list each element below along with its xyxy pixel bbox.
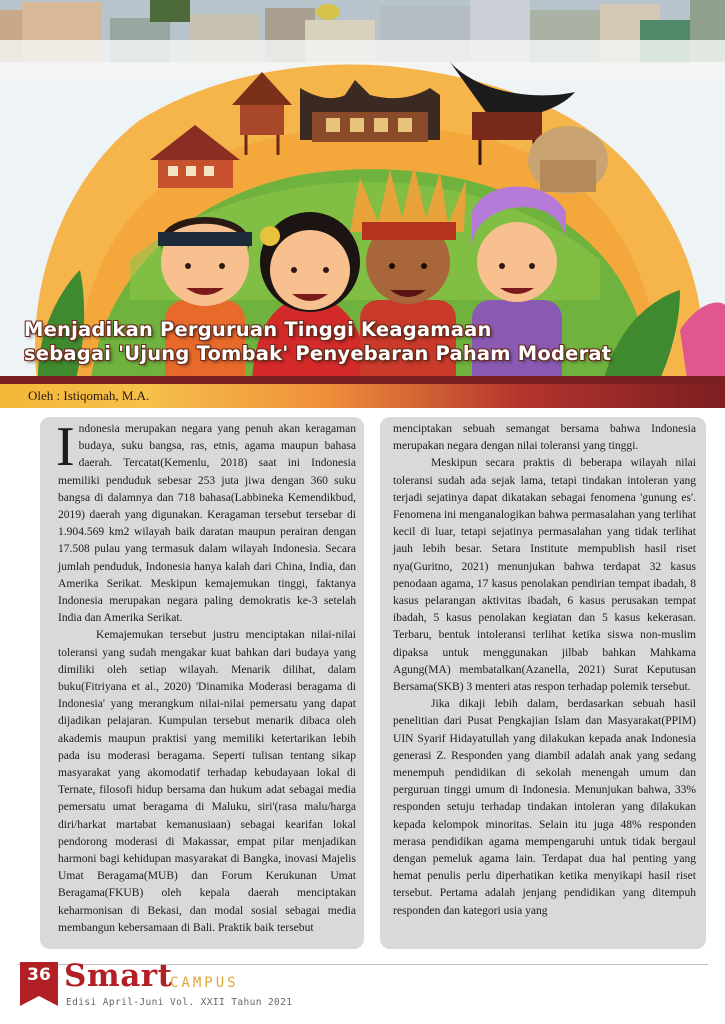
right-paragraph-1: menciptakan sebuah semangat bersama bahwa Indonesia merupakan negara dengan nilai toleransi yang tinggi. <box>393 423 696 453</box>
title-line-2: sebagai 'Ujung Tombak' Penyebaran Paham Moderat <box>24 342 612 365</box>
left-paragraph-1-text: ndonesia merupakan negara yang penuh akan keragaman budaya, suku bangsa, ras, etnis, agama maupun bahasa daerah. Tercatat(Kemenlu, 2018) saat ini Indonesia memiliki penduduk sebesar 253 juta jiwa dengan 360 suku bangsa di dalamnya dan 718 bahasa(Labbineka Kemendikbud, 2019) daerah yang digunakan. Keragaman tersebut tersebar di 1.904.569 km2 wilayah baik daratan maupun perairan dengan 17.508 pulau yang termasuk dalam wilayah Indonesia. Secara jumlah penduduk, Indonesia hanya kalah dari China, India, dan Amerika Serikat. Meskipun kemajemukan tinggi, faktanya Indonesia merupakan negara paling demokratis ke-3 setelah India dan Amerika Serikat. <box>58 423 356 625</box>
right-paragraph-2: Meskipun secara praktis di beberapa wilayah nilai toleransi sudah ada sejak lama, tetapi tindakan intoleran yang terjadi sejatinya dapat dikatakan sebagai fenomena 'gunung es'. Fenomena ini menganalogikan bahwa permasalahan yang terlihat kecil di luar, tetapi sejatinya permasalahan yang tidak terlihat jauh lebih besar. Setara Institute mempublish hasil riset nya(Guritno, 2021) menunjukan bahwa terdapat 32 kasus penodaan agama, 17 kasus penolakan pendirian tempat ibadah, 8 kasus pelarangan aktivitas ibadah, 6 kasus perusakan tempat ibadah, 5 kasus penolakan kegiatan dan 5 kasus kekerasan. Terbaru, bentuk intoleransi terlihat ketika siswa non-muslim dipaksa untuk menggunakan jilbab bahkan Mahkama Agung(MA) membatalkan(Azanella, 2021) Surat Keputusan Bersama(SKB) 3 menteri atas respon terhadap polemik tersebut. <box>393 457 696 694</box>
edition-info: Edisi April-Juni Vol. XXII Tahun 2021 <box>66 997 293 1008</box>
article-title <box>24 318 714 366</box>
article-column-left <box>40 417 364 949</box>
magazine-logo-campus: CAMPUS <box>170 975 239 991</box>
article-column-right <box>380 417 706 949</box>
drop-cap: I <box>56 416 75 478</box>
character-headband-boy <box>158 217 252 400</box>
left-paragraph-1 <box>56 416 356 627</box>
title-line-1: Menjadikan Perguruan Tinggi Keagamaan <box>24 318 492 341</box>
right-paragraph-3: Jika dikaji lebih dalam, berdasarkan sebuah hasil penelitian dari Pusat Pengkajian Islam dan Masyarakat(PPIM) UIN Syarif Hidayatullah yang dilakukan kepada anak Indonesia generasi Z. Responden yang diambil adalah anak yang sedang menempuh pendidikan di sekolah menengah umum dan perguruan tinggi umum di Indonesia. Menunjukan bahwa, 33% responden setuju terhadap tindakan intoleran yang dilakukan kepada kelompok minoritas. Selain itu juga 48% responden merasa pendidikan agama mempengaruhi untuk tidak bergaul dengan pemeluk agama lain. Terdapat dua hal penting yang hemat penulis perlu diperhatikan ketika menyikapi hasil riset tersebut. Pertama adalah jenjang pendidikan yang ditempuh responden dan kategori usia yang <box>393 698 696 917</box>
left-paragraph-2: Kemajemukan tersebut justru menciptakan nilai-nilai toleransi yang sudah mengakar kuat bahkan dari budaya yang dimiliki oleh setiap wilayah. Menarik dilihat, dalam buku(Fitriyana et al., 2020) 'Dinamika Moderasi beragama di Indonesia' yang merangkum nilai-nilai pemersatu yang dapat dijadikan pelajaran. Kumpulan tersebut menarik dibaca oleh akademis maupun praktisi yang memiliki ketertarikan lebih pada isu moderasi beragama. Seperti tulisan tentang sikap masyarakat yang akomodatif terhadap kebudayaan lokal di Ternate, filosofi hidup bersama dan hukum adat sebagai media pemersatu umat beragama di Maluku, siri'(rasa malu/harga diri/harkat martabat kemanusiaan) sebagai kearifan lokal pendorong moderasi di Makassar, empat pilar menjadikan harmoni bagi kehidupan masyarakat di Bangka, inovasi Majelis Umat Beragama(MUB) dan Forum Kerukunan Umat Beragama(FKUB) oleh kepala daerah menciptakan keharmonisan di Bekasi, dan modal sosial sebagai media membangun kebersamaan di Bali. Praktik baik tersebut <box>58 629 356 934</box>
magazine-logo-smart: Smart <box>64 958 173 994</box>
page-number: 36 <box>27 965 51 985</box>
author-byline: Oleh : Istiqomah, M.A. <box>28 388 150 403</box>
honai-hut <box>528 126 608 194</box>
